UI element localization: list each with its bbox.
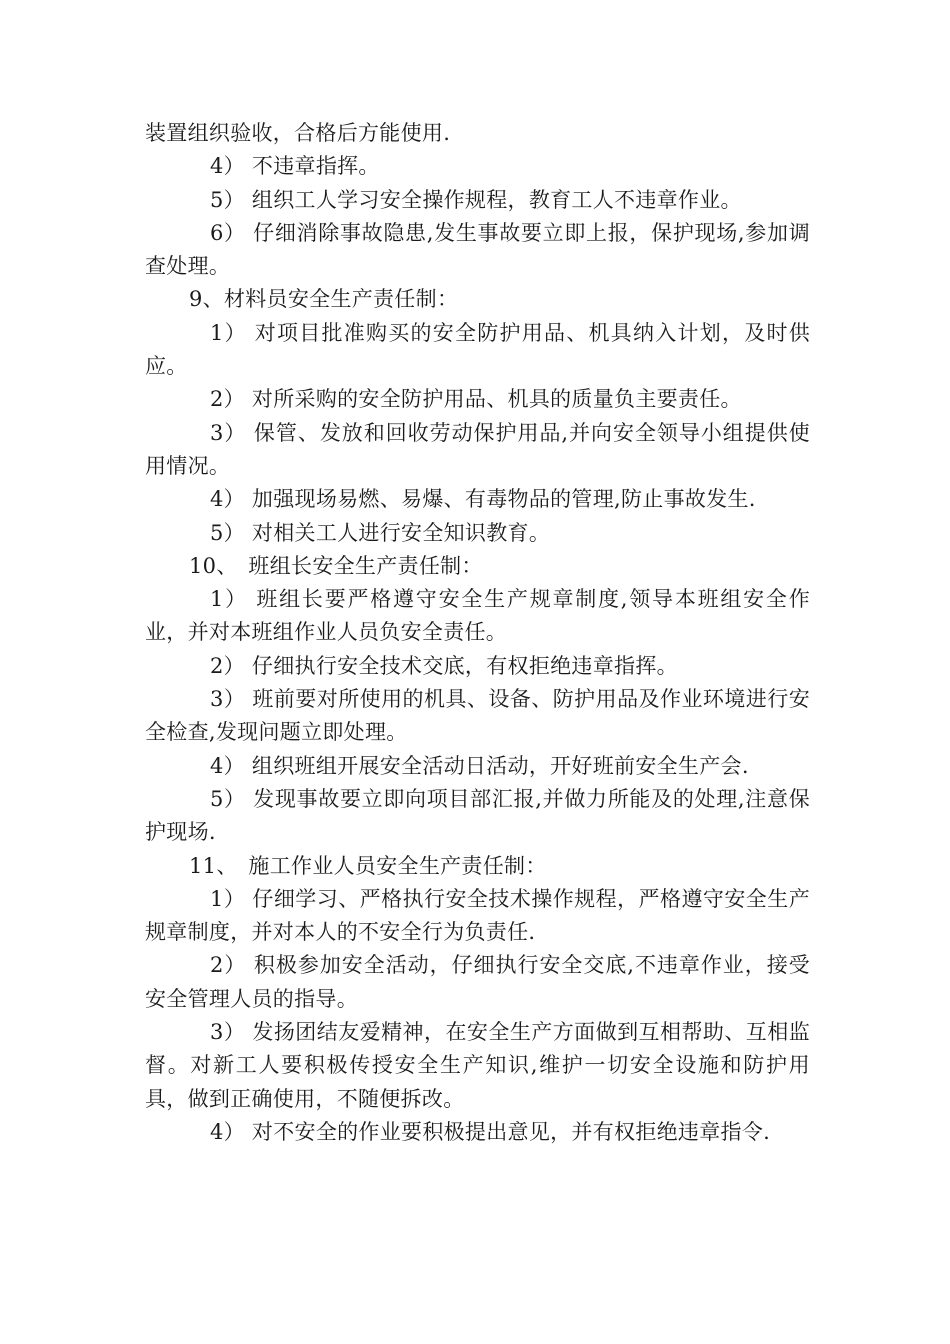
section-heading: 9、材料员安全生产责任制： — [189, 287, 459, 312]
list-item: 3） 班前要对所使用的机具、设备、防护用品及作业环境进行安全检查,发现问题立即处理。 — [145, 687, 810, 745]
list-item: 4） 组织班组开展安全活动日活动，开好班前安全生产会. — [210, 753, 749, 778]
list-item: 2） 仔细执行安全技术交底，有权拒绝违章指挥。 — [210, 653, 678, 678]
document-body — [145, 117, 810, 1149]
list-item: 5） 对相关工人进行安全知识教育。 — [210, 520, 551, 545]
list-item: 1） 对项目批准购买的安全防护用品、机具纳入计划，及时供应。 — [145, 320, 810, 379]
list-item: 3） 保管、发放和回收劳动保护用品,并向安全领导小组提供使用情况。 — [145, 420, 810, 478]
list-item: 1） 班组长要严格遵守安全生产规章制度,领导本班组安全作业，并对本班组作业人员负安全责任。 — [145, 587, 810, 645]
list-item: 1） 仔细学习、严格执行安全技术操作规程，严格遵守安全生产规章制度，并对本人的不安全行为负责任. — [145, 886, 810, 945]
section-heading: 10、 班组长安全生产责任制： — [189, 553, 483, 578]
list-item: 5） 组织工人学习安全操作规程，教育工人不违章作业。 — [210, 187, 742, 212]
list-item: 2） 对所采购的安全防护用品、机具的质量负主要责任。 — [210, 387, 742, 412]
list-item: 4） 加强现场易燃、易爆、有毒物品的管理,防止事故发生. — [210, 487, 756, 512]
list-item: 4） 对不安全的作业要积极提出意见，并有权拒绝违章指令. — [210, 1119, 771, 1144]
list-item: 2） 积极参加安全活动，仔细执行安全交底,不违章作业，接受安全管理人员的指导。 — [145, 953, 810, 1011]
list-item: 6） 仔细消除事故隐患,发生事故要立即上报，保护现场,参加调查处理。 — [145, 220, 810, 279]
list-item: 4） 不违章指挥。 — [210, 154, 380, 179]
list-item: 3） 发扬团结友爱精神，在安全生产方面做到互相帮助、互相监督。对新工人要积极传授安全生产知识,维护一切安全设施和防护用具，做到正确使用，不随便拆改。 — [145, 1020, 810, 1111]
paragraph-continuation: 装置组织验收，合格后方能使用. — [145, 121, 451, 145]
section-heading: 11、 施工作业人员安全生产责任制： — [189, 853, 547, 878]
list-item: 5） 发现事故要立即向项目部汇报,并做力所能及的处理,注意保护现场. — [145, 786, 810, 845]
